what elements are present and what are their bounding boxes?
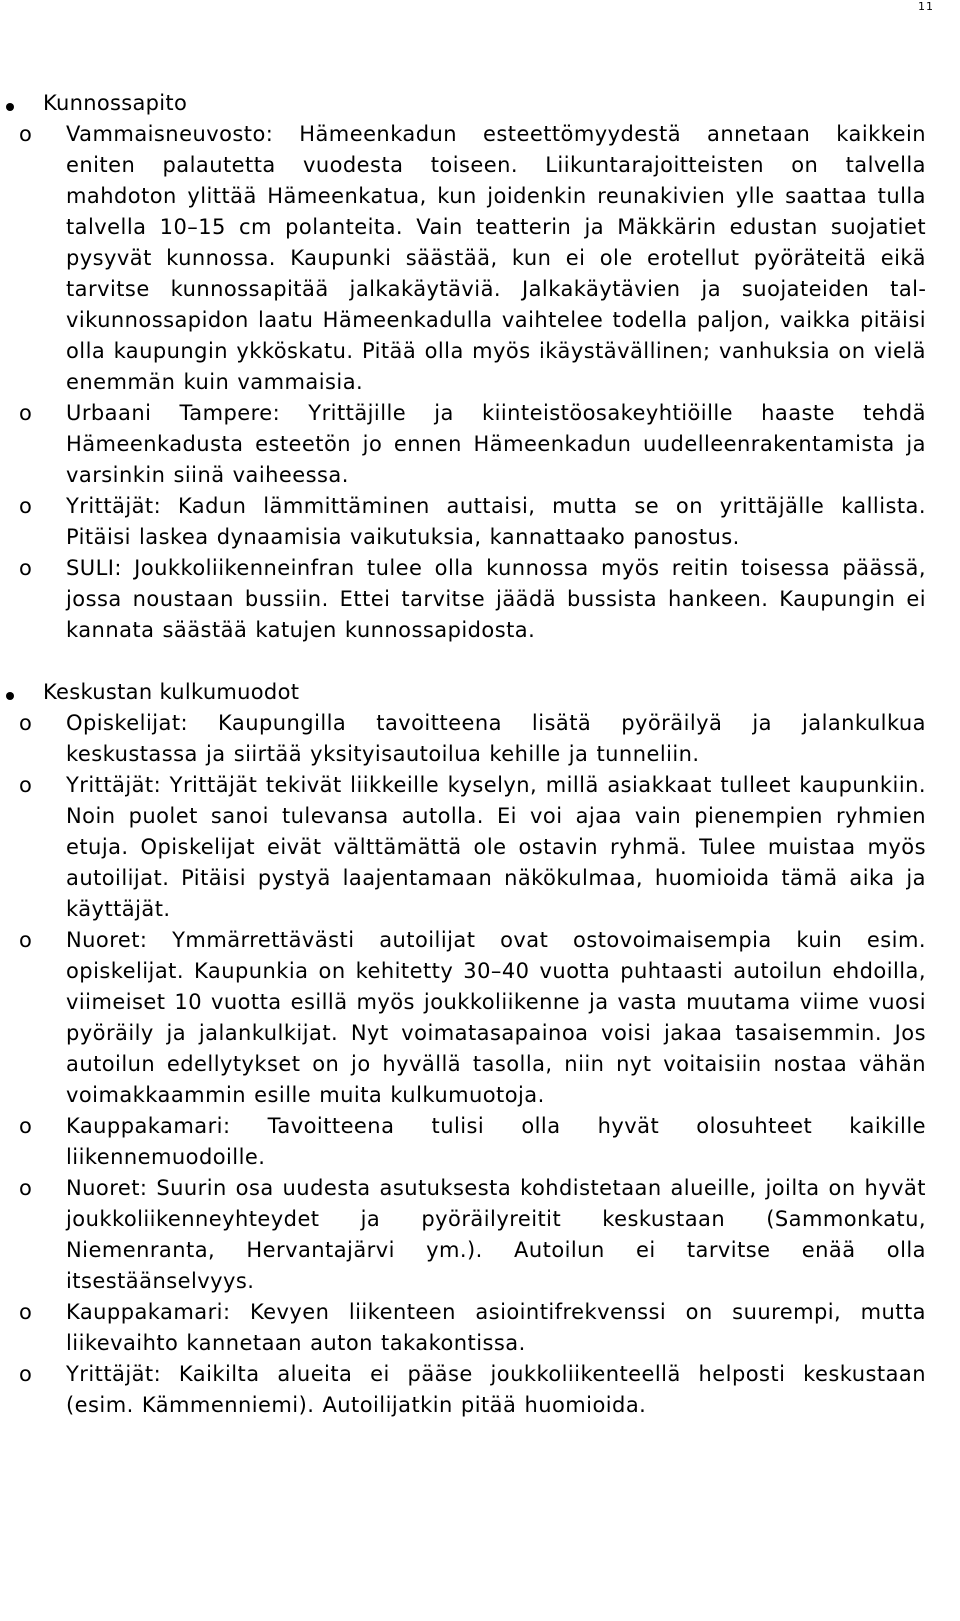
list-item bbox=[0, 1173, 926, 1297]
sub-list bbox=[19, 119, 960, 646]
section-title: Kunnossapito bbox=[43, 91, 188, 115]
list-item-text: Kauppakamari: Tavoitteena tulisi olla hyvät olosuhteet kaikille liikennemuodoille. bbox=[66, 1114, 926, 1169]
list-item bbox=[0, 1297, 926, 1359]
list-item bbox=[0, 119, 926, 398]
section-title: Keskustan kulkumuodot bbox=[43, 680, 300, 704]
sub-bullet-marker: o bbox=[19, 401, 32, 425]
list-item-text: Yrittäjät: Kadun lämmittäminen auttaisi, mutta se on yrittäjälle kallista. Pitäisi laskea dynaamisia vaikutuksia, kannattaako panostus. bbox=[66, 494, 926, 549]
list-item-text: Opiskelijat: Kaupungilla tavoitteena lisätä pyöräilyä ja jalankulkua keskustassa ja siirtää yksityisautoilua kehille ja tunneliin. bbox=[66, 711, 926, 766]
list-item-text: SULI: Joukkoliikenneinfran tulee olla kunnossa myös reitin toisessa päässä, jossa noustaan bussiin. Ettei tarvitse jäädä bussista hankeen. Kaupungin ei kannata säästää katujen kunnossapidosta. bbox=[66, 556, 926, 642]
sub-bullet-marker: o bbox=[19, 1362, 32, 1386]
list-item bbox=[0, 1111, 926, 1173]
section-keskustan-kulkumuodot bbox=[0, 677, 960, 1421]
list-item-text: Nuoret: Suurin osa uudesta asutuksesta kohdistetaan alueille, joilta on hyvät joukkoliikenneyhteydet ja pyöräilyreitit keskustaan (Sammonkatu, Niemenranta, Hervantajärvi ym.). Autoilun ei tarvitse enää olla itsestäänselvyys. bbox=[66, 1176, 926, 1293]
list-item bbox=[0, 398, 926, 491]
bullet-icon bbox=[6, 692, 14, 700]
list-item bbox=[0, 708, 926, 770]
list-item bbox=[0, 925, 926, 1111]
sub-bullet-marker: o bbox=[19, 1176, 32, 1200]
sub-list bbox=[19, 708, 960, 1421]
list-item-text: Yrittäjät: Kaikilta alueita ei pääse joukkoliikenteellä helposti keskustaan (esim. Kämmenniemi). Autoilijatkin pitää huomioida. bbox=[66, 1362, 926, 1417]
list-item-text: Urbaani Tampere: Yrittäjille ja kiinteistöosakeyhtiöille haaste tehdä Hämeenkadusta esteetön jo ennen Hämeenkadun uudelleenrakentamista ja varsinkin siinä vaiheessa. bbox=[66, 401, 926, 487]
page-number: 11 bbox=[918, 0, 934, 13]
sub-bullet-marker: o bbox=[19, 556, 32, 580]
list-item bbox=[0, 770, 926, 925]
document-body bbox=[0, 88, 960, 1421]
list-item-text: Vammaisneuvosto: Hämeenkadun esteettömyydestä annetaan kaikkein eniten palautetta vuodesta toiseen. Liikuntarajoitteisten on talvella mahdoton ylittää Hämeenkatua, kun joidenkin reunakivien ylle saattaa tulla talvella 10–15 cm polanteita. Vain teatterin ja Mäkkärin edustan suojatiet pysyvät kunnossa. Kaupunki säästää, kun ei ole erotellut pyöräteitä eikä tarvitse kunnossapitää jalkakäytäviä. Jalkakäytävien ja suojateiden talvikunnossapidon laatu Hämeenkadulla vaihtelee todella paljon, vaikka pitäisi olla kaupungin ykköskatu. Pitää olla myös ikäystävällinen; vanhuksia on vielä enemmän kuin vammaisia. bbox=[66, 122, 926, 394]
section-kunnossapito bbox=[0, 88, 960, 646]
sub-bullet-marker: o bbox=[19, 928, 32, 952]
list-item bbox=[0, 1359, 926, 1421]
sub-bullet-marker: o bbox=[19, 122, 32, 146]
list-item-text: Nuoret: Ymmärrettävästi autoilijat ovat ostovoimaisempia kuin esim. opiskelijat. Kaupunkia on kehitetty 30–40 vuotta puhtaasti autoilun ehdoilla, viimeiset 10 vuotta esillä myös joukkoliikenne ja vasta muutama viime vuosi pyöräily ja jalankulkijat. Nyt voimatasapainoa voisi jakaa tasaisemmin. Jos autoilun edellytykset on jo hyvällä tasolla, niin nyt voitaisiin nostaa vähän voimakkaammin esille muita kulkumuotoja. bbox=[66, 928, 926, 1107]
bullet-icon bbox=[6, 103, 14, 111]
list-item-text: Yrittäjät: Yrittäjät tekivät liikkeille kyselyn, millä asiakkaat tulleet kaupunkiin. Noin puolet sanoi tulevansa autolla. Ei voi ajaa vain pienempien ryhmien etuja. Opiskelijat eivät välttämättä ole ostavin ryhmä. Tulee muistaa myös autoilijat. Pitäisi pystyä laajentamaan näkökulmaa, huomioida tämä aika ja käyttäjät. bbox=[66, 773, 926, 921]
sub-bullet-marker: o bbox=[19, 1300, 32, 1324]
list-item bbox=[0, 491, 926, 553]
sub-bullet-marker: o bbox=[19, 711, 32, 735]
sub-bullet-marker: o bbox=[19, 773, 32, 797]
list-item-text: Kauppakamari: Kevyen liikenteen asiointifrekvenssi on suurempi, mutta liikevaihto kannetaan auton takakontissa. bbox=[66, 1300, 926, 1355]
list-item bbox=[0, 553, 926, 646]
sub-bullet-marker: o bbox=[19, 494, 32, 518]
sub-bullet-marker: o bbox=[19, 1114, 32, 1138]
